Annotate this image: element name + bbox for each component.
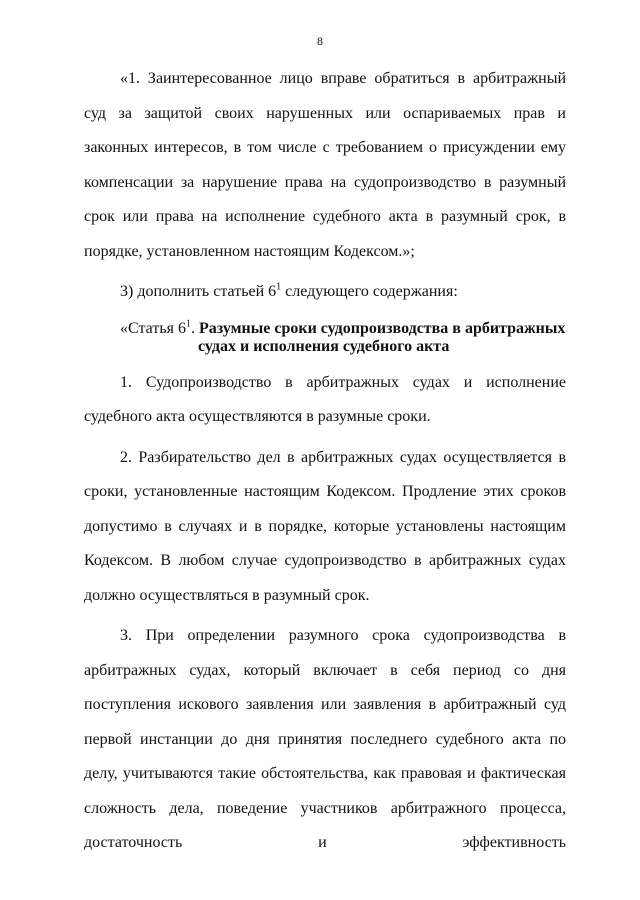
amendment-item-3-text-start: 3) дополнить статьей 6: [120, 283, 277, 300]
article-label-dot: .: [190, 319, 199, 337]
document-body: [84, 62, 566, 861]
paragraph-claim-right: «1. Заинтересованное лицо вправе обратиться в арбитражный суд за защитой своих нарушенных или оспариваемых прав и законных интересов, в том числе с требованием о присуждении ему компенсации за нарушение права на судопроизводство в разумный срок или права на исполнение судебного акта в разумный срок, в порядке, установленном настоящим Кодексом.»;: [84, 70, 566, 260]
article-point-1: 1. Судопроизводство в арбитражных судах и исполнение судебного акта осуществляются в разумные сроки.: [84, 373, 566, 425]
article-superscript: 1: [185, 318, 191, 330]
article-point-2: 2. Разбирательство дел в арбитражных судах осуществляется в сроки, установленные настоящим Кодексом. Продление этих сроков допустимо в случаях и в порядке, которые установлены настоящим Кодексом. В любом случае судопроизводство в арбитражных судах должно осуществляться в разумный срок.: [84, 448, 566, 604]
page-number: 8: [317, 34, 323, 48]
amendment-item-3: [84, 275, 566, 310]
article-title-line-1: Разумные сроки судопроизводства в арбитражных: [198, 319, 566, 337]
article-title-line-2: судах и исполнения судебного акта: [198, 337, 450, 355]
article-label: «Статья 6: [120, 319, 186, 337]
amendment-item-3-text-end: следующего содержания:: [281, 283, 458, 300]
article-heading: [84, 320, 566, 356]
article-point-3: 3. При определении разумного срока судопроизводства в арбитражных судах, который включает в себя период со дня поступления искового заявления или заявления в арбитражный суд первой инстанции до дня принятия последнего судебного акта по делу, учитываются такие обстоятельства, как правовая и фактическая сложность дела, поведение участников арбитражного процесса, достаточность и эффективность: [84, 627, 566, 851]
amendment-item-3-superscript: 1: [276, 281, 282, 293]
